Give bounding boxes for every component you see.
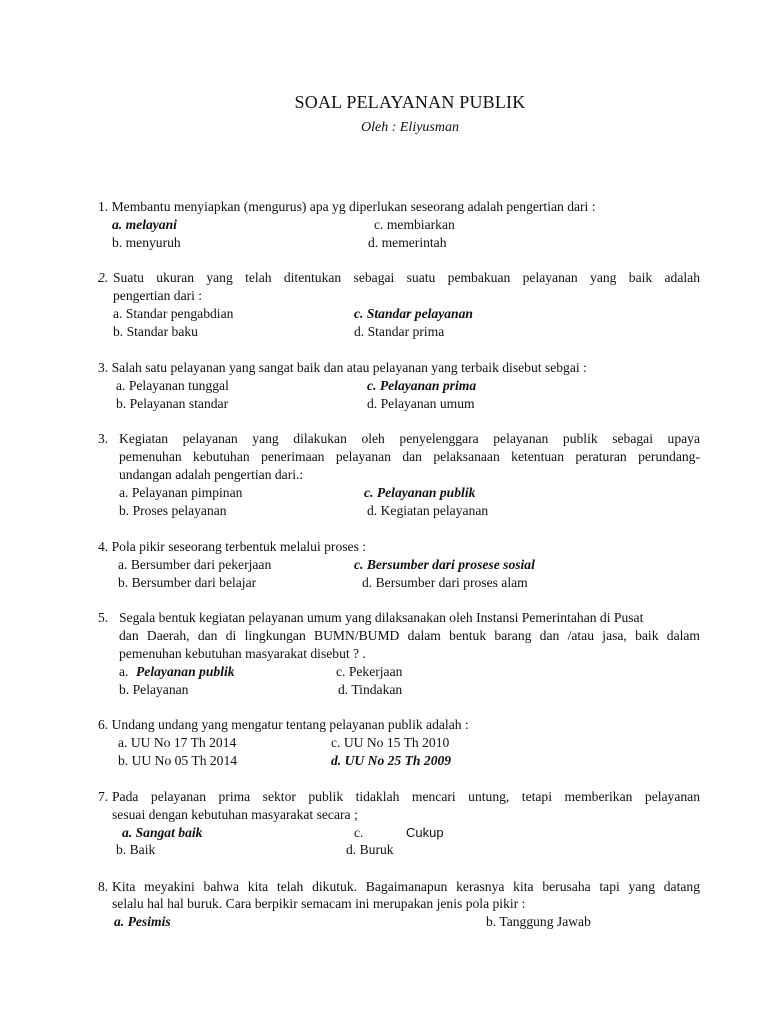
- question-6-text-line1: Segala bentuk kegiatan pelayanan umum yang dilaksanakan oleh Instansi Pemerintahan di Pusat: [119, 610, 644, 625]
- question-2-option-d: d. Standar prima: [354, 324, 445, 339]
- question-8-text-line1: Pada pelayanan prima sektor publik tidaklah mencari untung, tetapi memberikan pelayanan: [112, 789, 700, 804]
- question-7-option-d: d. UU No 25 Th 2009: [331, 753, 452, 768]
- question-7-text: 6. Undang undang yang mengatur tentang pelayanan publik adalah :: [98, 717, 469, 732]
- question-8-option-c-prefix: c.: [354, 825, 364, 840]
- question-5-option-c: c. Bersumber dari prosese sosial: [354, 557, 535, 572]
- question-4-option-a: a. Pelayanan pimpinan: [119, 485, 243, 500]
- question-2-option-a: a. Standar pengabdian: [113, 306, 234, 321]
- question-4-text-line1: Kegiatan pelayanan yang dilakukan oleh penyelenggara pelayanan publik sebagai upaya: [119, 431, 700, 446]
- question-6-option-c: c. Pekerjaan: [336, 664, 403, 679]
- question-5-option-b: b. Bersumber dari belajar: [118, 575, 257, 590]
- question-3-option-c: c. Pelayanan prima: [367, 378, 477, 393]
- question-6-option-b: b. Pelayanan: [119, 682, 189, 697]
- question-8-option-b: b. Baik: [116, 842, 156, 857]
- question-7-option-c: c. UU No 15 Th 2010: [331, 735, 450, 750]
- question-4-option-c: c. Pelayanan publik: [364, 485, 476, 500]
- question-2-text-line1: Suatu ukuran yang telah ditentukan sebagai suatu pembakuan pelayanan yang baik adalah: [113, 270, 700, 285]
- question-1-option-b: b. menyuruh: [112, 235, 181, 250]
- question-3-option-a: a. Pelayanan tunggal: [116, 378, 229, 393]
- question-4-option-b: b. Proses pelayanan: [119, 503, 227, 518]
- question-9-text-line1: Kita meyakini bahwa kita telah dikutuk. Bagaimanapun kerasnya kita berusaha tapi yang datang: [112, 879, 700, 894]
- question-6-number: 5.: [98, 610, 109, 625]
- question-6-option-a: Pelayanan publik: [136, 664, 235, 679]
- question-2-option-c: c. Standar pelayanan: [354, 306, 473, 321]
- question-1-text: 1. Membantu menyiapkan (mengurus) apa yg diperlukan seseorang adalah pengertian dari :: [98, 199, 596, 214]
- question-2-text-line2: pengertian dari :: [113, 288, 203, 303]
- question-2-option-b: b. Standar baku: [113, 324, 198, 339]
- question-7-option-b: b. UU No 05 Th 2014: [118, 753, 238, 768]
- question-1-option-d: d. memerintah: [368, 235, 447, 250]
- question-8-option-c: Cukup: [406, 825, 444, 840]
- question-8-number: 7.: [98, 789, 109, 804]
- question-1-option-c: c. membiarkan: [374, 217, 455, 232]
- question-1-option-a: a. melayani: [112, 217, 177, 232]
- question-3-option-d: d. Pelayanan umum: [367, 396, 475, 411]
- question-9-text-line2: selalu hal hal buruk. Cara berpikir semacam ini merupakan jenis pola pikir :: [112, 896, 526, 911]
- question-4-number: 3.: [98, 431, 109, 446]
- question-5-option-a: a. Bersumber dari pekerjaan: [118, 557, 272, 572]
- question-9-option-b: b. Tanggung Jawab: [486, 914, 591, 929]
- question-5-option-d: d. Bersumber dari proses alam: [362, 575, 528, 590]
- question-4-text-line3: undangan adalah pengertian dari.:: [119, 467, 304, 482]
- question-2-number: 2.: [98, 270, 109, 285]
- question-6-option-a-prefix: a.: [119, 664, 129, 679]
- question-8-text-line2: sesuai dengan kebutuhan masyarakat secara ;: [112, 807, 358, 822]
- question-6-option-d: d. Tindakan: [338, 682, 403, 697]
- page-title: SOAL PELAYANAN PUBLIK: [294, 92, 526, 112]
- question-8-option-a: a. Sangat baik: [122, 825, 203, 840]
- question-6-text-line3: pemenuhan kebutuhan masyarakat disebut ? .: [119, 646, 366, 661]
- question-9-number: 8.: [98, 879, 109, 894]
- author-line: Oleh : Eliyusman: [361, 120, 459, 135]
- question-4-text-line2: pemenuhan kebutuhan penerimaan pelayanan dan pelaksanaan ketentuan peraturan perundang-: [119, 449, 700, 464]
- question-8-option-d: d. Buruk: [346, 842, 394, 857]
- question-7-option-a: a. UU No 17 Th 2014: [118, 735, 237, 750]
- question-9-option-a: a. Pesimis: [114, 914, 171, 929]
- question-3-option-b: b. Pelayanan standar: [116, 396, 229, 411]
- question-3-text: 3. Salah satu pelayanan yang sangat baik dan atau pelayanan yang terbaik disebut sebgai :: [98, 360, 587, 375]
- question-6-text-line2: dan Daerah, dan di lingkungan BUMN/BUMD dalam bentuk barang dan /atau jasa, baik dalam: [119, 628, 700, 643]
- question-5-text: 4. Pola pikir seseorang terbentuk melalui proses :: [98, 539, 367, 554]
- question-4-option-d: d. Kegiatan pelayanan: [367, 503, 489, 518]
